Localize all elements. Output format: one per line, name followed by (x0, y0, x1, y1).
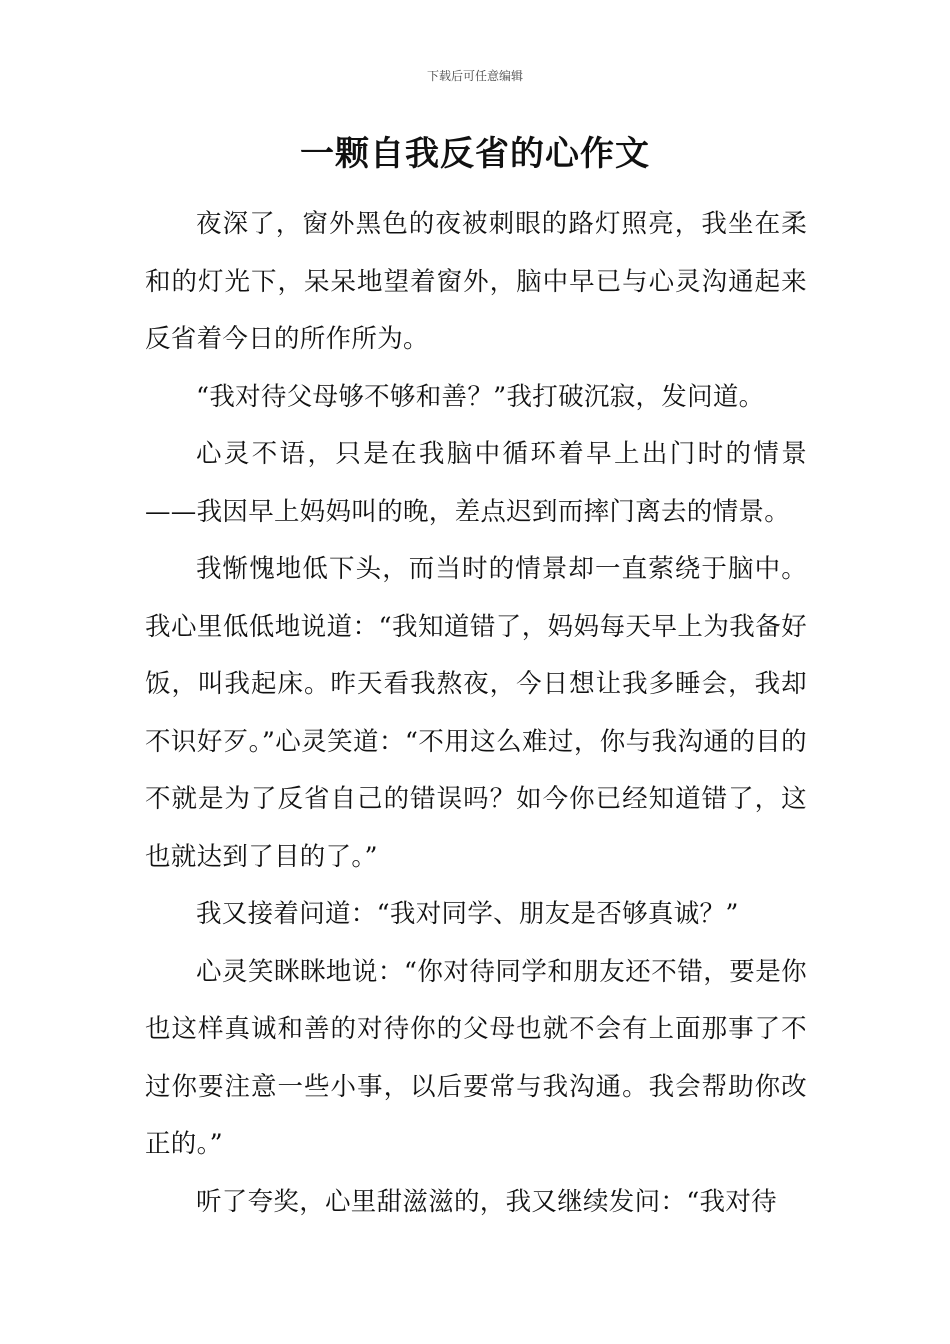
paragraph-3: 心灵不语，只是在我脑中循环着早上出门时的情景——我因早上妈妈叫的晚，差点迟到而摔门离去的情景。 (145, 439, 807, 527)
paragraph-5: 我又接着问道：“我对同学、朋友是否够真诚？” (196, 899, 739, 929)
header-note: 下载后可任意编辑 (426, 69, 523, 83)
paragraph-1: 夜深了，窗外黑色的夜被刺眼的路灯照亮，我坐在柔和的灯光下，呆呆地望着窗外，脑中早已与心灵沟通起来反省着今日的所作所为。 (145, 209, 807, 354)
document-title: 一颗自我反省的心作文 (300, 134, 650, 174)
document-body (145, 196, 807, 1231)
paragraph-2: “我对待父母够不够和善？”我打破沉寂，发问道。 (196, 381, 765, 412)
paragraph-7: 听了夸奖，心里甜滋滋的，我又继续发问：“我对待 (196, 1186, 777, 1217)
paragraph-6: 心灵笑眯眯地说：“你对待同学和朋友还不错，要是你也这样真诚和善的对待你的父母也就不会有上面那事了不过你要注意一些小事，以后要常与我沟通。我会帮助你改正的。” (145, 956, 807, 1159)
paragraph-4: 我惭愧地低下头，而当时的情景却一直萦绕于脑中。我心里低低地说道：“我知道错了，妈妈每天早上为我备好饭，叫我起床。昨天看我熬夜，今日想让我多睡会，我却不识好歹。”心灵笑道：“不用这么难过，你与我沟通的目的不就是为了反省自己的错误吗？如今你已经知道错了，这也就达到了目的了。” (145, 554, 807, 872)
